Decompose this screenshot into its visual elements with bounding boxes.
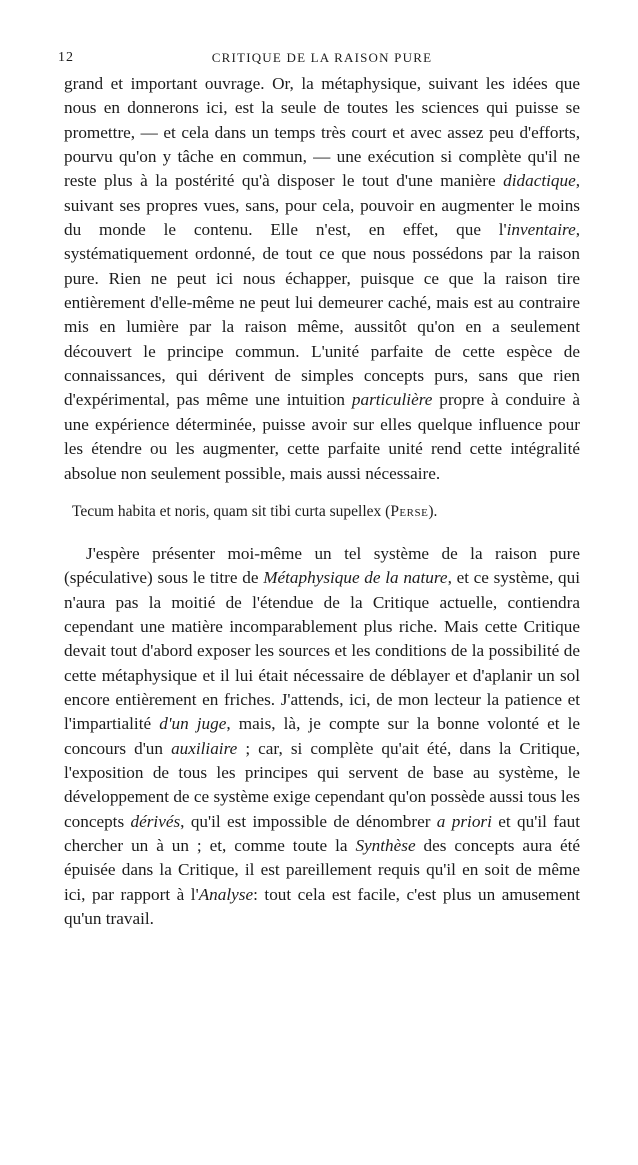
paragraph-2-emphasis-5: a priori	[436, 811, 492, 831]
paragraph-2-emphasis-4: dérivés	[130, 811, 181, 831]
paragraph-1-emphasis-2: inventaire	[506, 220, 576, 240]
paragraph-1-text-3: , systématiquement ordonné, de tout ce que nous possédons par la raison pure. Rien ne peut ici nous échapper, puisque ce que la raison tire entièrement d'elle-même ne peut lui demeurer caché, mais est au contraire mis en lumière par la raison même, aussitôt qu'on en a seulement découvert le principe commun. L'unité parfaite de cette espèce de connaissances, qui dérivent de simples concepts purs, sans que rien d'expérimental, pas même une intuition	[64, 220, 580, 410]
page-number: 12	[58, 50, 74, 65]
paragraph-2-emphasis-1: Métaphysique de la nature	[263, 568, 448, 588]
paragraph-2-text-3: , mais, là, je compte sur la bonne volonté et le concours d'un	[64, 714, 580, 758]
quote-author: Perse	[390, 502, 429, 520]
epigraph-quote	[64, 500, 580, 524]
running-head: CRITIQUE DE LA RAISON PURE	[211, 50, 433, 65]
paragraph-2-emphasis-7: Analyse	[198, 884, 254, 904]
paragraph-1-text-1: grand et important ouvrage. Or, la métaphysique, suivant les idées que nous en donnerons ici, est la seule de toutes les sciences qui puisse se promettre, — et cela dans un temps très court et avec assez peu d'efforts, pourvu qu'on y tâche en commun, — une exécution si complète qu'il ne reste plus à la postérité qu'à disposer le tout d'une manière	[64, 74, 580, 191]
paragraph-2-text-1: J'espère présenter moi-même un tel système de la raison pure (spéculative) sous le titre de	[64, 543, 580, 588]
paragraph-2-text-7: des concepts aura été épuisée dans la Critique, il est pareillement requis qu'il en soit de même ici, par rapport à l'	[64, 835, 580, 904]
paragraph-2-text-4: ; car, si complète qu'ait été, dans la Critique, l'exposition de tous les principes qui servent de base au système, le développement de ce système exige cependant qu'on possède aussi tous les concepts	[64, 738, 580, 831]
paragraph-2-text-2: , et ce système, qui n'aura pas la moitié de l'étendue de la Critique actuelle, contiendra cependant une matière incomparablement plus riche. Mais cette Critique devait tout d'abord exposer les sources et les conditions de la possibilité de cette métaphysique et il lui était nécessaire de déblayer et d'aplanir un sol encore entièrement en friches. J'attends, ici, de mon lecteur la patience et l'impartialité	[64, 568, 580, 734]
paragraph-2-text-8: : tout cela est facile, c'est plus un amusement qu'un travail.	[64, 884, 581, 928]
paragraph-1-text-4: propre à conduire à une expérience déterminée, puisse avoir sur elles quelque influence pour les étendre ou les augmenter, cette parfaite unité rend cette intégralité absolue non seulement possible, mais aussi nécessaire.	[64, 390, 580, 483]
paragraph-1	[64, 72, 580, 486]
paragraph-1-text-2: , suivant ses propres vues, sans, pour cela, pouvoir en augmenter le moins du monde le contenu. Elle n'est, en effet, que l'	[64, 171, 580, 240]
paragraph-1-emphasis-3: particulière	[351, 390, 433, 410]
paragraph-2	[64, 542, 580, 932]
paragraph-2-emphasis-6: Synthèse	[355, 835, 416, 855]
paragraph-2-emphasis-3: auxiliaire	[171, 738, 238, 758]
book-page	[58, 42, 581, 931]
quote-end: ).	[428, 502, 438, 520]
paragraph-2-emphasis-2: d'un juge	[159, 714, 227, 734]
quote-text: Tecum habita et noris, quam sit tibi curta supellex (	[72, 502, 391, 520]
paragraph-2-text-5: , qu'il est impossible de dénombrer	[180, 811, 437, 831]
page-header	[58, 42, 580, 72]
paragraph-2-text-6: et qu'il faut chercher un à un ; et, comme toute la	[64, 811, 580, 855]
body-text	[64, 72, 580, 931]
paragraph-1-emphasis-1: didactique	[503, 171, 576, 191]
